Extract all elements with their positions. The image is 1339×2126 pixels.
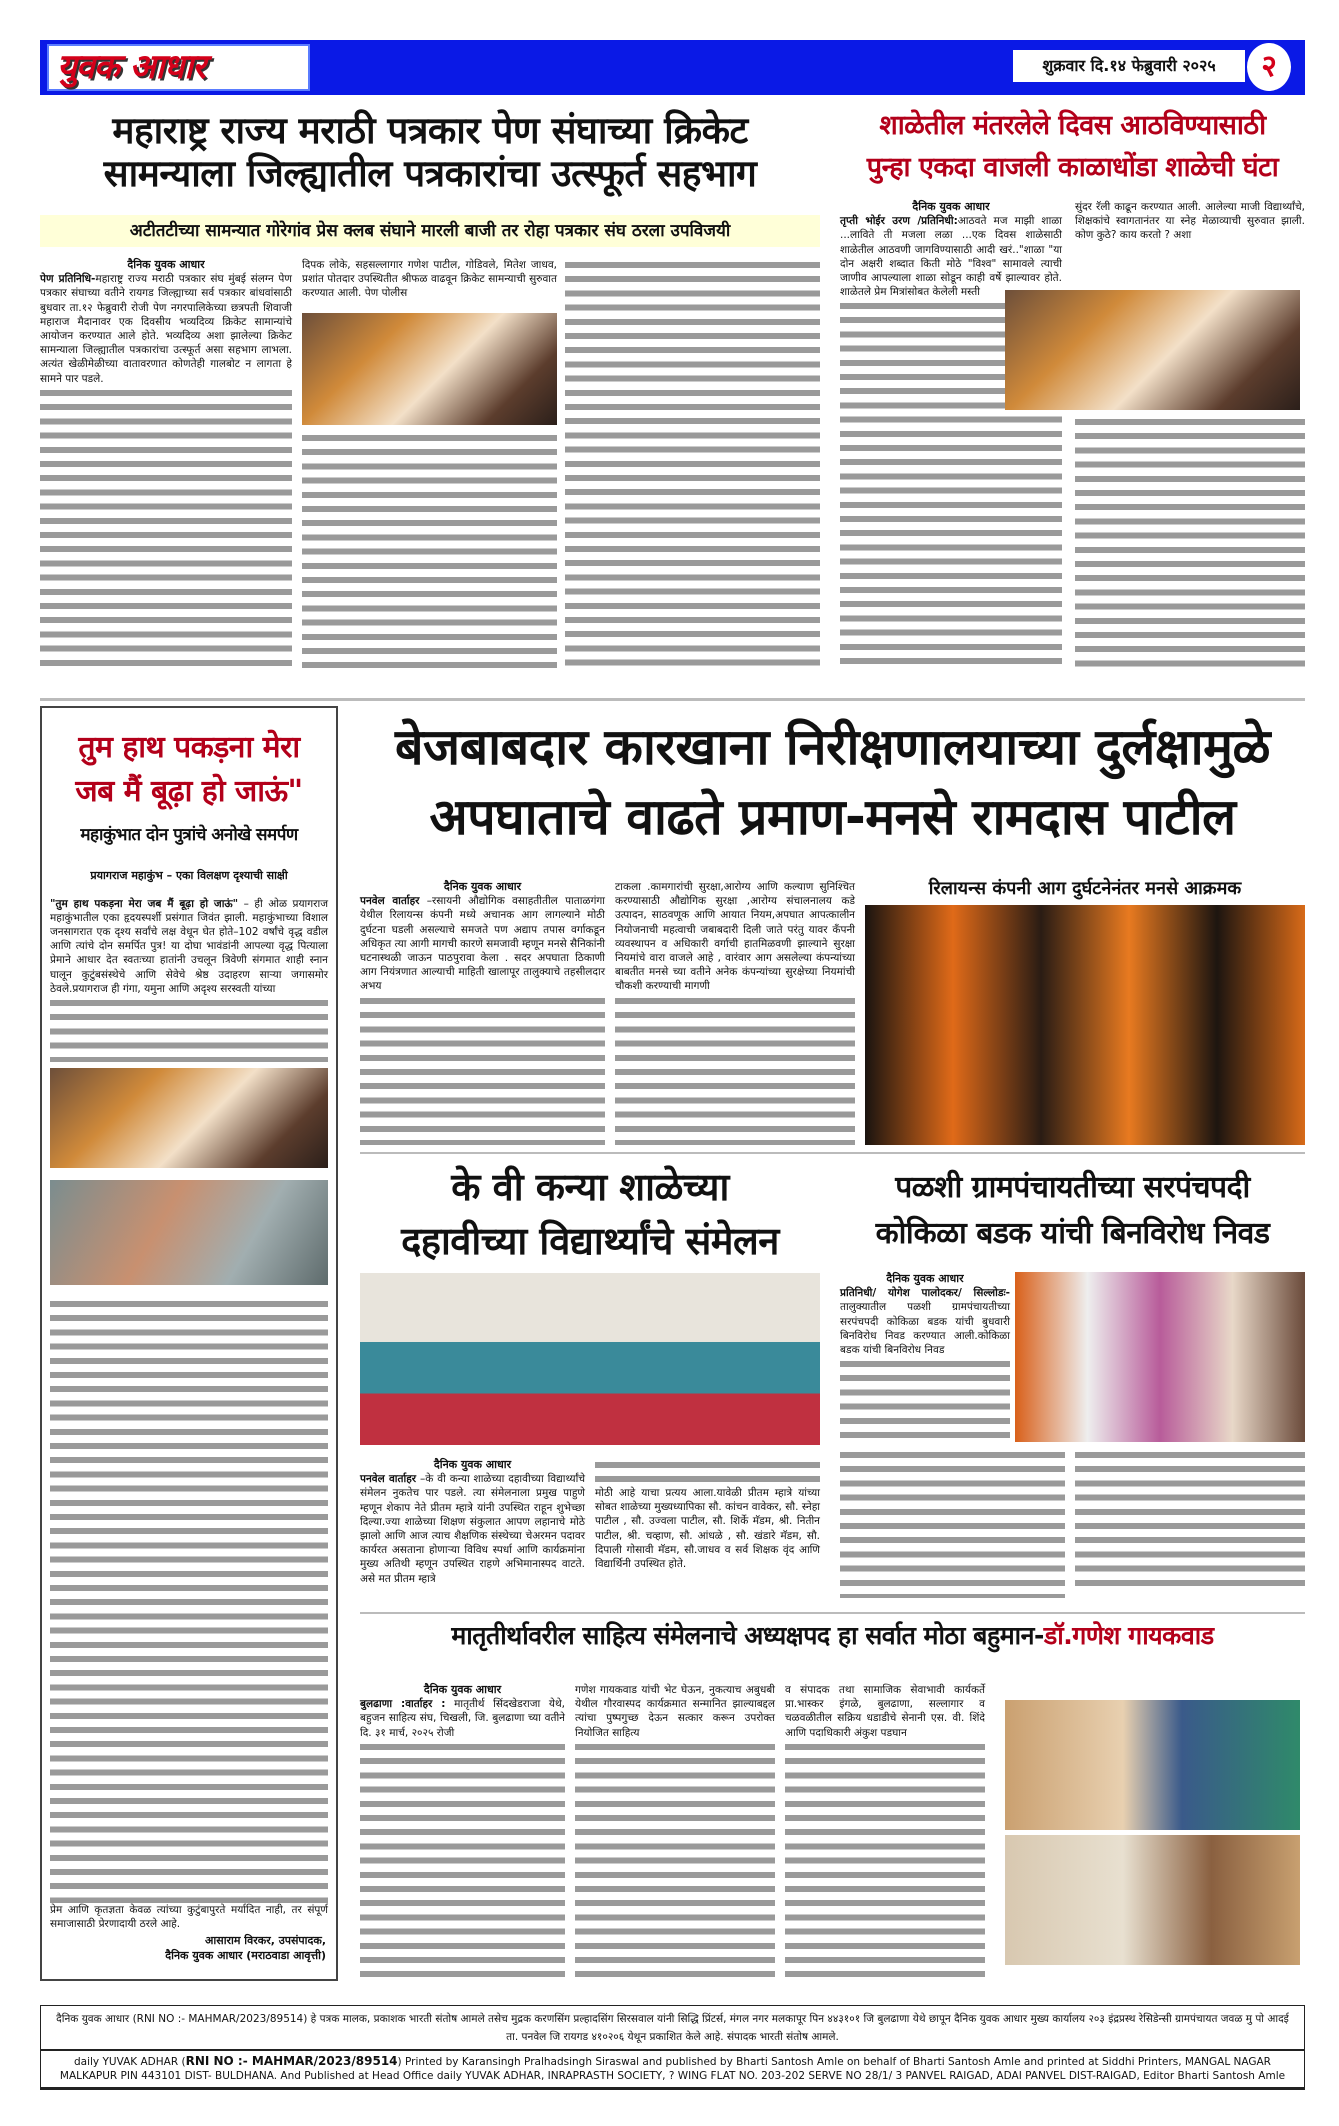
text-filler <box>595 1458 820 1486</box>
article-text: मोठी आहे याचा प्रत्यय आला.यावेळी प्रीतम म्हात्रे यांच्या सोबत शाळेच्या मुख्यध्यापिका सौ. कांचन वावेकर, सौ. स्नेहा पाटील , सौ. उज्वला पाटील, सौ. शिर्के मॅडम, श्री. नितीन पाटील, श्री. चव्हाण, सौ. आंधळे , सौ. खंडारे मॅडम, सौ. दिपाली गोसावी मॅडम, सौ.जाधव व सर्व शिक्षक वृंद आणि विद्यार्थिनी उपस्थित होते. <box>595 1487 820 1571</box>
text-filler <box>360 1740 565 1978</box>
school-event-photo <box>360 1273 820 1445</box>
text-filler <box>1075 415 1305 670</box>
article-text: तालुक्यातील पळशी ग्रामपंचायतीच्या सरपंचपदी कोकिळा बडक यांची बुधवारी बिनविरोध निवड करण्यात आली.कोकिळा बडक यांची बिनविरोध निवड <box>840 1301 1010 1357</box>
article-column <box>615 880 855 1145</box>
article-text: व संपादक तथा सामाजिक सेवाभावी कार्यकर्ते प्रा.भास्कर इंगळे, बुलढाणा, सल्लागार व चळवळीतील सक्रिय धडाडीचे सेनानी एस. वी. शिंदे आणि पदाधिकारी अंकुश पडघान <box>785 1684 985 1739</box>
text-filler <box>840 1448 1065 1598</box>
alumni-photo <box>1005 290 1300 410</box>
text-filler <box>565 258 820 668</box>
dateline: पेण प्रतिनिधि- <box>40 273 96 286</box>
imprint-marathi: दैनिक युवक आधार (RNI NO :- MAHMAR/2023/89514) हे पत्रक मालक, प्रकाशक भारती संतोष आमले तसेच मुद्रक करणसिंग प्रल्हादसिंग सिरसवाल यांनी सिद्धि प्रिंटर्स, मंगल नगर मलकापूर पिन ४४३१०१ जि बुलढाणा येथे छापून दैनिक युवक आधार मुख्य कार्यालय २०३ इंद्रप्रस्थ रेसिडेन्सी ग्रामपंचायत जवळ मु पो आदई ता. पनवेल जि रायगड ४१०२०६ येथून प्रकाशित केले आहे. संपादक भारती संतोष आमले. <box>56 2013 1289 2043</box>
article-column <box>50 1297 328 1931</box>
author-edition: दैनिक युवक आधार (मराठवाडा आवृत्ती) <box>165 1949 326 1962</box>
headline-school <box>840 105 1305 189</box>
mahakumbh-photo-2 <box>50 1180 328 1285</box>
article-column <box>360 1683 565 1978</box>
text-filler <box>360 994 605 1145</box>
dateline: तृप्ती भोईर उरण /प्रतिनिधी: <box>840 215 958 228</box>
article-column <box>360 1458 585 1586</box>
headline-line: शाळेतील मंतरलेले दिवस आठविण्यासाठी <box>879 110 1266 141</box>
imprint-text: daily YUVAK ADHAR ( <box>74 2056 186 2068</box>
article-text: टाकला .कामगारांची सुरक्षा,आरोग्य आणि कल्याण सुनिश्चित करण्यासाठी औद्योगिक सुरक्षा ,आरोग्य संचालनालय कडे उत्पादन, साठवणूक आणि आयात नियम,अपघात आपत्कालीन नियोजनाची महत्वाची जबाबदारी दिली जाते परंतु यावर कँपनी व्यवस्थापन व अधिकारी वर्गाची हातमिळवणी झाल्याने सुरक्षा नियमांचे वारा वाजले आहे , वारंवार आग असलेल्या कंपन्यांच्या बाबतीत मनसे च्या वतीने अनेक कंपन्यांच्या सुरक्षेच्या नियमांची चौकशी करण्याची मागणी <box>615 881 855 993</box>
headline-text: मातृतीर्थावरील साहित्य संमेलनाचे अध्यक्षपद हा सर्वात मोठा बहुमान- <box>451 1621 1044 1650</box>
article-text: प्रेम आणि कृतज्ञता केवळ त्यांच्या कुटुंबापुरते मर्यादित नाही, तर संपूर्ण समाजासाठी प्रेरणादायी ठरले आहे. <box>50 1903 328 1930</box>
text-filler <box>50 996 328 1062</box>
article-column <box>840 1272 1010 1442</box>
byline: दैनिक युवक आधार <box>423 1683 502 1696</box>
headline-kanya-school <box>360 1160 820 1268</box>
article-text: महाराष्ट्र राज्य मराठी पत्रकार संघ मुंबई संलग्न पेण पत्रकार संघाच्या वतीने रायगड जिल्ह्याच्या सर्व पत्रकार बांधवांसाठी बुधवार ता.१२ फेब्रुवारी रोजी पेण नगरपालिकेच्या छत्रपती शिवाजी महाराज मैदानावर एक दिवसीय भव्यदिव्य क्रिकेट सामान्यांचे आयोजन करण्यात आले होते. भव्यदिव्य अशा झालेल्या क्रिकेट सामन्याला जिल्ह्यातील पत्रकारांचा उत्स्फूर्त असा सहभाग लाभला. अत्यंत खेळीमेळीच्या वातावरणात कोणतेही गालबोट न लागता हे सामने पार पडले. <box>40 273 292 385</box>
text-filler <box>615 994 855 1145</box>
article-column <box>575 1683 775 1978</box>
author-signature: आसाराम विरकर, उपसंपादक, <box>205 1934 326 1947</box>
headline-line: बेजबाबदार कारखाना निरीक्षणालयाच्या दुर्लक्षामुळे <box>394 718 1271 776</box>
subheadline-mns: रिलायन्स कंपनी आग दुर्घटनेनंतर मनसे आक्रमक <box>928 878 1242 899</box>
page-number: २ <box>1247 43 1291 91</box>
dateline: प्रतिनिधी/ योगेश पालोदकर/ सिल्लोडः- <box>840 1287 1010 1300</box>
headline-line: जब मैं बूढ़ा हो जाऊं" <box>75 774 303 809</box>
sarpanch-photo <box>1015 1272 1305 1442</box>
article-column <box>302 258 557 668</box>
imprint-text: ) Printed by Karansingh Pralhadsingh Siraswal and published by Bharti Santosh Amle on behalf of Bharti Santosh Amle and printed at Siddhi Printers, MANGAL NAGAR MALKAPUR PIN 443101 DIST- BULDHANA. And Published at Head Office daily YUVAK ADHAR, INRAPRASTH SOCIETY, ? WING FLAT NO. 203-202 SERVE NO 28/1/ 3 PANVEL RAIGAD, ADAI PANVEL DIST-RAIGAD, Editor Bharti Santosh Amle <box>59 2056 1286 2082</box>
issue-date: शुक्रवार दि.१४ फेब्रुवारी २०२५ <box>1013 50 1245 82</box>
divider <box>360 1612 1305 1614</box>
article-column <box>1075 1448 1305 1588</box>
dateline: पनवेल वार्ताहर <box>360 1473 417 1486</box>
article-text: सुंदर रॅली काढून करण्यात आली. आलेल्या माजी विद्यार्थ्यांचे, शिक्षकांचे स्वागतानंतर या स्नेह मेळाव्याची सुरुवात झाली. कोण कुठे? काय करतो ? अशा <box>1075 201 1305 242</box>
subheadline-cricket: अटीतटीच्या सामन्यात गोरेगांव प्रेस क्लब संघाने मारली बाजी तर रोहा पत्रकार संघ ठरला उपविजयी <box>40 215 820 247</box>
byline: दैनिक युवक आधार <box>886 1272 964 1285</box>
article-column <box>1075 200 1305 288</box>
kicker: प्रयागराज महाकुंभ – एका विलक्षण दृश्याची साक्षी <box>90 868 288 882</box>
text-filler <box>302 431 557 668</box>
article-column <box>595 1458 820 1571</box>
imprint-box <box>40 2005 1305 2090</box>
mahakumbh-box <box>40 706 338 1981</box>
subheadline: महाकुंभात दोन पुत्रांचे अनोखे समर्पण <box>80 825 298 845</box>
article-column <box>1075 415 1305 670</box>
article-text: गणेश गायकवाड यांची भेट घेऊन, नुकत्याच अबुधबी येथील गौरवास्पद कार्यक्रमात सन्मानित झाल्याबद्दल त्यांचा पुष्पगुच्छ देऊन सत्कार करून उपरोक्त नियोजित साहित्य <box>575 1684 775 1739</box>
byline: दैनिक युवक आधार <box>443 880 522 893</box>
sahitya-photo-2 <box>1005 1835 1300 1965</box>
article-column <box>565 258 820 668</box>
article-text: – ही ओळ प्रयागराज महाकुंभातील एका हृदयस्पर्शी प्रसंगात जिवंत झाली. महाकुंभाच्या विशाल जनसागरात एक दृश्य सर्वांचे लक्ष वेधून घेत होते–102 वर्षांचे वृद्ध वडील आणि त्यांचे दोन समर्पित पुत्र! या दोघा भावंडांनी आपल्या वृद्ध पित्याला प्रेमाने आधार देत स्वतःच्या हातांनी उचलून त्रिवेणी संगमात शाही स्नान घालून कुटुंबसंस्थेचे आणि सेवेचे श्रेष्ठ उदाहरण साऱ्या जगासमोर ठेवले.प्रयागराज ही गंगा, यमुना आणि अदृश्य सरस्वती यांच्या <box>50 897 328 995</box>
text-filler <box>50 1297 328 1903</box>
headline-line: पळशी ग्रामपंचायतीच्या सरपंचपदी <box>895 1170 1250 1205</box>
divider <box>40 698 1305 701</box>
headline-line: कोकिळा बडक यांची बिनविरोध निवड <box>875 1216 1270 1251</box>
headline-mahakumbh <box>42 726 336 814</box>
article-column <box>50 897 328 1062</box>
headline-line: सामन्याला जिल्ह्यातील पत्रकारांचा उत्स्फूर्त सहभाग <box>103 151 757 195</box>
article-column <box>785 1683 985 1978</box>
headline-name: डॉ.गणेश गायकवाड <box>1043 1621 1214 1650</box>
mns-photo <box>865 905 1305 1145</box>
text-filler <box>40 386 292 668</box>
headline-line: महाराष्ट्र राज्य मराठी पत्रकार पेण संघाच्या क्रिकेट <box>112 109 748 152</box>
article-text: मातृतीर्थ सिंदखेडराजा येथे, बहुजन साहित्य संघ, चिखली, जि. बुलढाणा च्या वतीने दि. ३१ मार्च, २०२५ रोजी <box>360 1698 565 1739</box>
dateline: बुलढाणा :वार्ताहर : <box>360 1698 446 1711</box>
text-filler <box>840 1357 1010 1442</box>
text-filler <box>1075 1448 1305 1588</box>
rni-number: RNI NO :- MAHMAR/2023/89514 <box>185 2054 398 2068</box>
sahitya-photo-1 <box>1005 1700 1300 1830</box>
byline: दैनिक युवक आधार <box>127 258 205 271</box>
headline-cricket <box>40 110 820 195</box>
article-text: –रसायनी औद्योगिक वसाहतीतील पाताळगंगा येथील रिलायन्स कंपनी मध्ये अचानक आग लागल्याने मोठी दुर्घटना घडली असल्याचे समजते पण अद्याप तपास वर्गाकडून अधिकृत त्या आगी मागची कारणे समजावी म्हणून मनसे सैनिकांनी घटनास्थळी जाऊन पाठपुरावा केला . सदर अपघाता ठिकाणी आग नियंत्रणात आल्याची माहिती खालापूर तालुक्याचे तहसीलदार अभय <box>360 895 605 993</box>
quote: "तुम हाथ पकड़ना मेरा जब मैं बूढ़ा हो जाऊं" <box>50 897 239 910</box>
masthead <box>40 40 1305 95</box>
article-text: आठवते मज माझी शाळा ...लाविते ती मजला लळा ...एक दिवस शाळेसाठी शाळेतील आठवणी जागविण्यासाठी आदी खरं.."शाळा "या दोन अक्षरी शब्दात किती मोठे "विश्व" सामावले त्याची जाणीव आपल्याला शाळा सोडून काही वर्षे झाल्यावर होते. शाळेतले प्रेम मित्रांसोबत केलेली मस्ती <box>840 215 1062 299</box>
headline-sahitya <box>360 1622 1305 1651</box>
headline-sarpanch <box>840 1165 1305 1257</box>
headline-line: अपघाताचे वाढते प्रमाण-मनसे रामदास पाटील <box>429 788 1236 846</box>
article-text: –के वी कन्या शाळेच्या दहावीच्या विद्यार्थ्यांचे संमेलन नुकतेच पार पडले. त्या संमेलनाला प्रमुख पाहुणे म्हणून शेकाप नेते प्रीतम म्हात्रे यांनी उपस्थित राहून शुभेच्छा दिल्या.ज्या शाळेच्या शिक्षण संकुलात आपण लहानाचे मोठे झालो आणि आज त्याच शैक्षणिक संस्थेच्या चेअरमन पदावर कार्यरत असताना होणाऱ्या विविध स्पर्धा आणि कार्यक्रमांना मुख्य अतिथी म्हणून उपस्थित राहणे अभिमानास्पद वाटते. असे मत प्रीतम म्हात्रे <box>360 1473 585 1585</box>
imprint-divider <box>41 2049 1304 2051</box>
byline: दैनिक युवक आधार <box>912 200 990 213</box>
article-column <box>360 880 605 1145</box>
byline: दैनिक युवक आधार <box>433 1458 512 1471</box>
article-column <box>840 200 1062 670</box>
headline-line: दहावीच्या विद्यार्थ्यांचे संमेलन <box>401 1219 779 1263</box>
cricket-photo <box>302 313 557 425</box>
dateline: पनवेल वार्ताहर <box>360 895 420 908</box>
text-filler <box>575 1740 775 1978</box>
headline-line: तुम हाथ पकड़ना मेरा <box>78 730 300 765</box>
article-text: दिपक लोके, सहसल्लागार गणेश पाटील, गोडिवले, मितेश जाधव, प्रशांत पोतदार उपस्थितीत श्रीफळ वाढवून क्रिकेट सामन्याची सुरुवात करण्यात आली. पेण पोलीस <box>302 259 557 300</box>
imprint-english <box>51 2054 1294 2083</box>
headline-mns <box>360 712 1305 852</box>
headline-line: पुन्हा एकदा वाजली काळाधोंडा शाळेची घंटा <box>866 152 1279 183</box>
article-column <box>840 1448 1065 1598</box>
newspaper-logo: युवक आधार <box>47 44 310 91</box>
mahakumbh-photo-1 <box>50 1068 328 1168</box>
headline-line: के वी कन्या शाळेच्या <box>451 1165 729 1209</box>
article-column <box>40 258 292 668</box>
text-filler <box>785 1740 985 1978</box>
divider <box>360 1152 1305 1154</box>
